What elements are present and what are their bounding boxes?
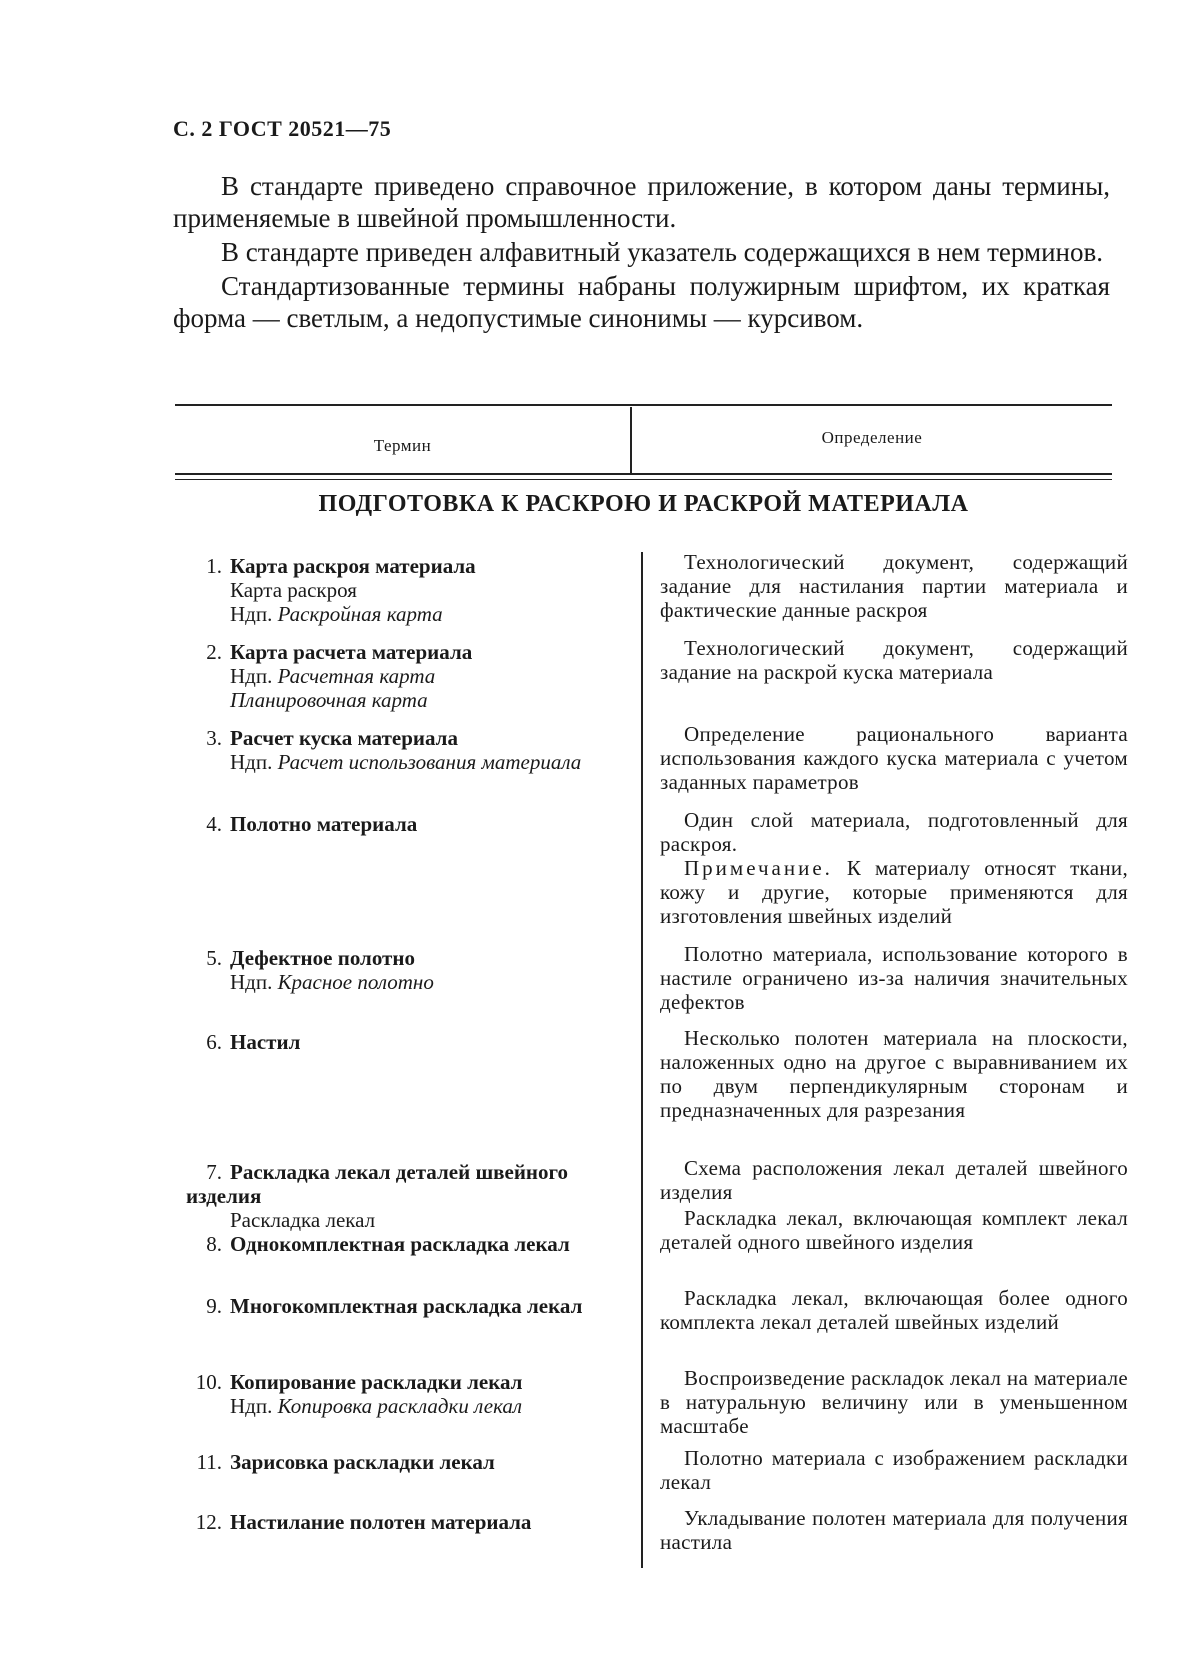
intro-paragraph: Стандартизованные термины набраны полужирным шрифтом, их краткая форма — светлым, а недопустимые синонимы — курсивом. [173, 271, 1110, 333]
term-name: Настилание полотен материала [230, 1510, 532, 1534]
term-3 [186, 726, 622, 774]
intro-paragraph: В стандарте приведен алфавитный указатель содержащихся в нем терминов. [221, 237, 1103, 267]
term-name: Настил [230, 1030, 301, 1054]
table-top-rule [175, 404, 1112, 406]
term-number: 9. [206, 1294, 222, 1318]
definition-text: Укладывание полотен материала для получения настила [660, 1506, 1128, 1554]
note-text: К материалу относят ткани, кожу и другие, которые применяются для изготовления швейных изделий [660, 856, 1128, 928]
term-name: Однокомплектная раскладка лекал [230, 1232, 570, 1256]
definition-3 [660, 722, 1128, 794]
intro-paragraph: В стандарте приведено справочное приложение, в котором даны термины, применяемые в швейной промышленности. [173, 171, 1110, 233]
term-7 [186, 1160, 622, 1232]
ndp-synonym: Расчетная карта [277, 664, 436, 688]
term-number: 2. [206, 640, 222, 664]
term-name: Многокомплектная раскладка лекал [230, 1294, 583, 1318]
term-name: Расчет куска материала [230, 726, 458, 750]
term-name: Полотно материала [230, 812, 418, 836]
term-number: 7. [206, 1160, 222, 1184]
term-short-form: Раскладка лекал [230, 1208, 376, 1232]
definition-6 [660, 1026, 1128, 1122]
definition-text: Технологический документ, содержащий задание на раскрой куска материала [660, 636, 1128, 684]
definition-2 [660, 636, 1128, 684]
definition-text: Раскладка лекал, включающая комплект лекал деталей одного швейного изделия [660, 1206, 1128, 1254]
term-10 [186, 1370, 622, 1418]
ndp-label: Ндп. [230, 1394, 273, 1418]
term-1 [186, 554, 622, 626]
term-2 [186, 640, 622, 712]
definition-text: Технологический документ, содержащий задание для настилания партии материала и фактические данные раскроя [660, 550, 1128, 622]
column-header-term: Термин [373, 436, 432, 455]
definition-7 [660, 1156, 1128, 1204]
definition-5 [660, 942, 1128, 1014]
term-number: 5. [206, 946, 222, 970]
ndp-synonym: Расчет использования материала [277, 750, 582, 774]
section-title: ПОДГОТОВКА К РАСКРОЮ И РАСКРОЙ МАТЕРИАЛА [318, 491, 969, 517]
header-bottom-rule [175, 473, 1112, 480]
term-6 [186, 1030, 622, 1054]
term-number: 1. [206, 554, 222, 578]
note-label: Примечание. [684, 856, 833, 880]
definition-11 [660, 1446, 1128, 1494]
term-number: 11. [196, 1450, 222, 1474]
page-header: С. 2 ГОСТ 20521—75 [173, 116, 392, 141]
term-9 [186, 1294, 622, 1318]
ndp-label: Ндп. [230, 970, 273, 994]
ndp-synonym: Копировка раскладки лекал [277, 1394, 523, 1418]
term-short-form: Карта раскроя [230, 578, 357, 602]
definition-text: Раскладка лекал, включающая более одного комплекта лекал деталей швейных изделий [660, 1286, 1128, 1334]
definition-4 [660, 808, 1128, 928]
definition-text: Определение рационального варианта использования каждого куска материала с учетом заданных параметров [660, 722, 1128, 794]
ndp-label: Ндп. [230, 602, 273, 626]
term-4 [186, 812, 622, 836]
ndp-label: Ндп. [230, 750, 273, 774]
term-5 [186, 946, 622, 994]
definition-10 [660, 1366, 1128, 1438]
term-number: 3. [206, 726, 222, 750]
column-header-definition: Определение [821, 428, 923, 447]
term-8 [186, 1232, 622, 1256]
term-number: 12. [195, 1510, 222, 1534]
definition-text: Один слой материала, подготовленный для раскроя. [660, 808, 1128, 856]
term-11 [186, 1450, 622, 1474]
term-number: 6. [206, 1030, 222, 1054]
ndp-label: Ндп. [230, 664, 273, 688]
ndp-synonym: Раскройная карта [277, 602, 443, 626]
definition-text: Полотно материала с изображением раскладки лекал [660, 1446, 1128, 1494]
definition-9 [660, 1286, 1128, 1334]
definition-text: Схема расположения лекал деталей швейного изделия [660, 1156, 1128, 1204]
term-name: Дефектное полотно [230, 946, 415, 970]
definition-text: Воспроизведение раскладок лекал на материале в натуральную величину или в уменьшенном масштабе [660, 1366, 1128, 1438]
definition-12 [660, 1506, 1128, 1554]
definition-text: Полотно материала, использование которого в настиле ограничено из-за наличия значительных дефектов [660, 942, 1128, 1014]
definition-1 [660, 550, 1128, 622]
term-name: Карта раскроя материала [230, 554, 476, 578]
term-name: Карта расчета материала [230, 640, 473, 664]
definition-8 [660, 1206, 1128, 1254]
term-name: Копирование раскладки лекал [230, 1370, 523, 1394]
term-number: 4. [206, 812, 222, 836]
term-name: Раскладка лекал деталей швейного изделия [186, 1160, 569, 1208]
term-name: Зарисовка раскладки лекал [230, 1450, 495, 1474]
term-12 [186, 1510, 622, 1534]
ndp-synonym: Планировочная карта [230, 688, 428, 712]
definition-text: Несколько полотен материала на плоскости, наложенных одно на другое с выравниванием их по двум перпендикулярным сторонам и предназначенных для разрезания [660, 1026, 1128, 1122]
intro-text [173, 170, 1110, 336]
ndp-synonym: Красное полотно [277, 970, 434, 994]
body-column-divider [641, 552, 643, 1568]
term-number: 8. [206, 1232, 222, 1256]
term-number: 10. [195, 1370, 222, 1394]
